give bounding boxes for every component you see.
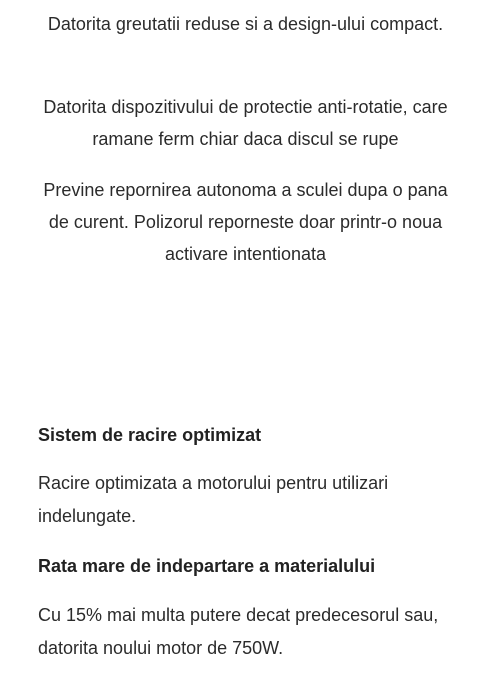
section-text-cooling: Racire optimizata a motorului pentru utilizari indelungate. bbox=[38, 473, 389, 526]
section-heading-removal-rate: Rata mare de indepartare a materialului bbox=[38, 556, 376, 576]
feature-text-anti-rotation: Datorita dispozitivului de protectie anti-rotatie, care ramane ferm chiar daca discul se rupe bbox=[43, 97, 448, 149]
feature-text-compact-design: Datorita greutatii reduse si a design-ului compact. bbox=[47, 14, 444, 34]
feature-text-restart-protection: Previne repornirea autonoma a sculei dupa o pana de curent. Polizorul reporneste doar printr-o noua activare intentionata bbox=[43, 180, 448, 264]
section-text-removal-rate: Cu 15% mai multa putere decat predecesorul sau, datorita noului motor de 750W. bbox=[38, 605, 439, 658]
section-heading-cooling: Sistem de racire optimizat bbox=[38, 425, 262, 445]
